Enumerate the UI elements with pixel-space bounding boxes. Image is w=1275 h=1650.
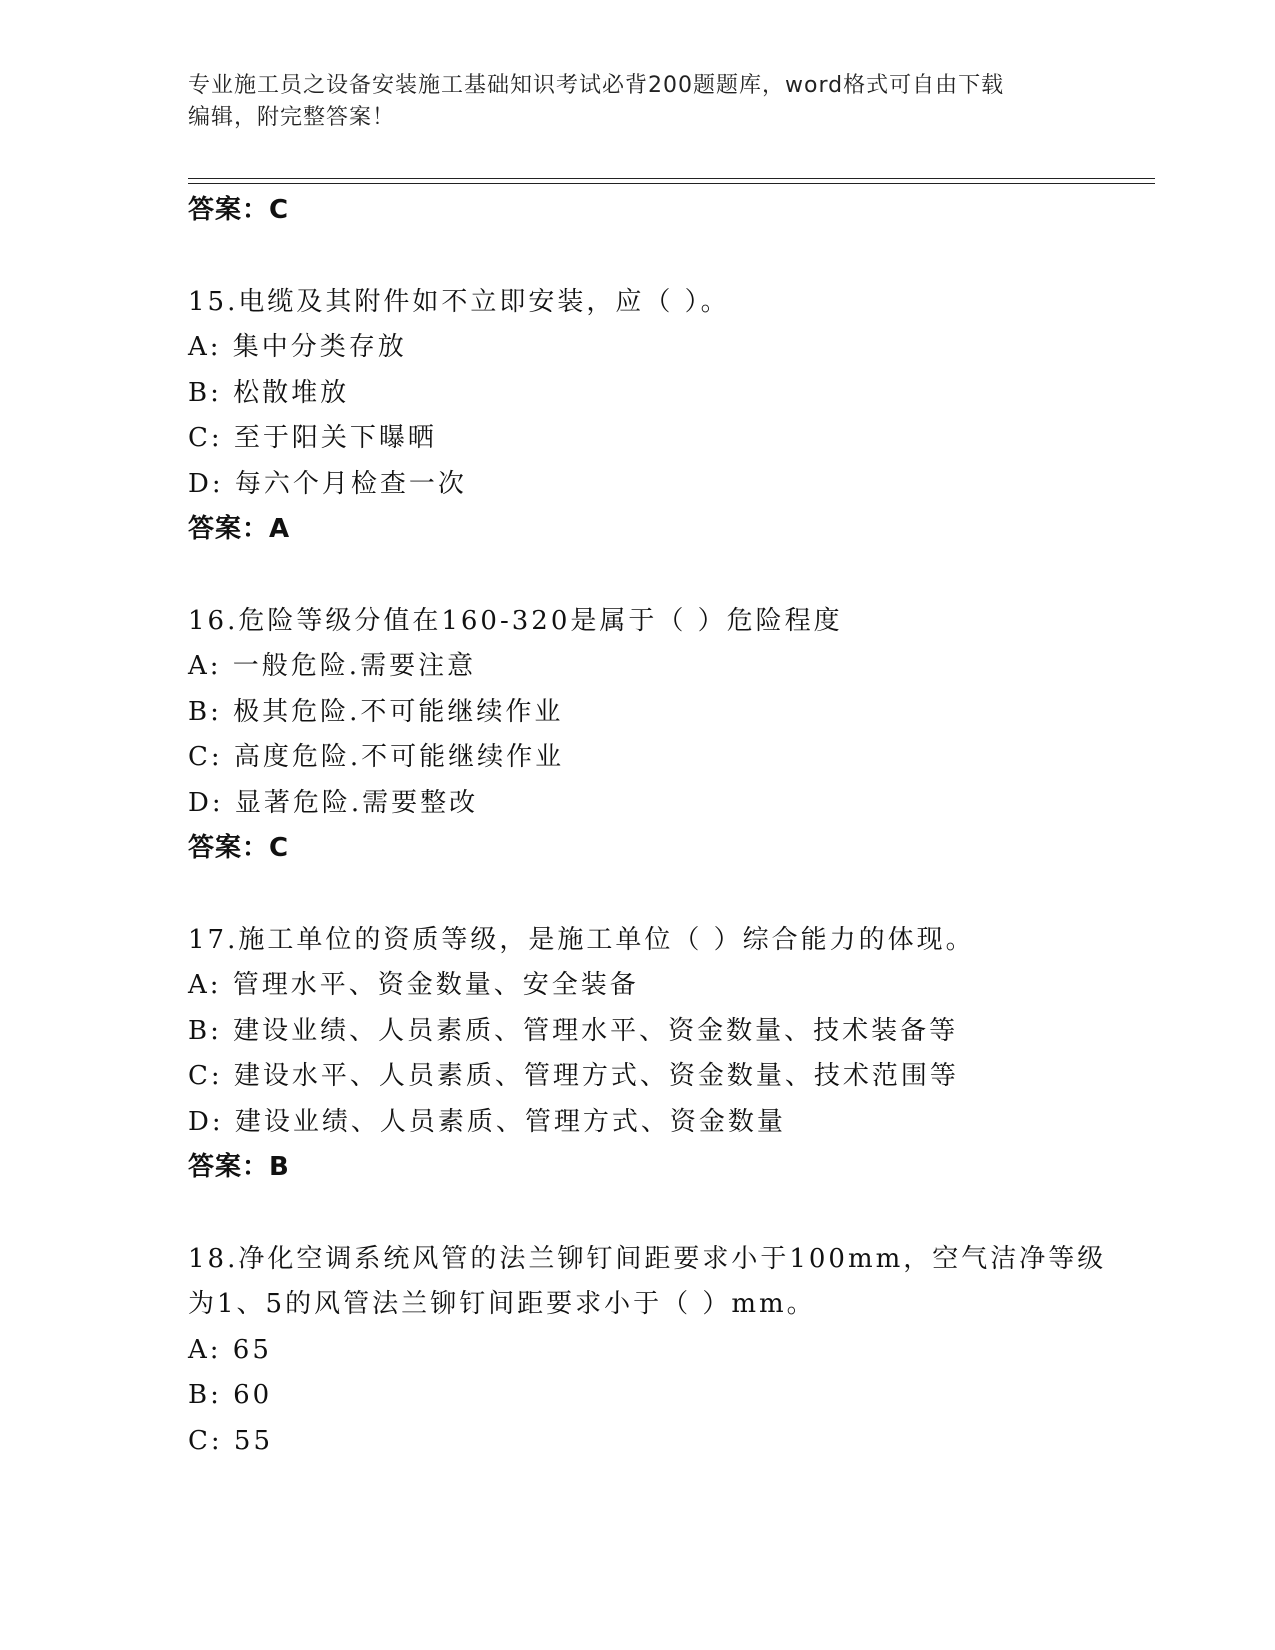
option-a: A: 管理水平、资金数量、安全装备 (188, 970, 639, 1000)
question-15 (188, 280, 1148, 553)
option-a: A: 一般危险.需要注意 (188, 651, 477, 681)
answer: 答案：B (188, 1152, 290, 1182)
question-stem: 16.危险等级分值在160-320是属于（ ）危险程度 (188, 605, 843, 636)
spacer (188, 872, 1148, 918)
spacer (188, 1191, 1148, 1237)
header-title-line-2: 编辑，附完整答案！ (188, 105, 396, 130)
answer: 答案：A (188, 514, 291, 544)
question-17 (188, 918, 1148, 1191)
question-stem: 17.施工单位的资质等级，是施工单位（ ）综合能力的体现。 (188, 924, 975, 955)
option-c: C: 高度危险.不可能继续作业 (188, 742, 565, 772)
answer-previous: 答案：C (188, 195, 290, 225)
option-c: C: 55 (188, 1425, 274, 1456)
option-d: D: 建设业绩、人员素质、管理方式、资金数量 (188, 1106, 786, 1137)
header-divider-top (188, 178, 1155, 179)
header-title-line-1: 专业施工员之设备安装施工基础知识考试必背200题题库，word格式可自由下载 (188, 73, 1005, 98)
option-c: C: 至于阳关下曝晒 (188, 423, 437, 453)
question-18 (188, 1237, 1148, 1465)
option-c: C: 建设水平、人员素质、管理方式、资金数量、技术范围等 (188, 1061, 959, 1091)
answer: 答案：C (188, 833, 290, 863)
question-stem-line-2: 为1、5的风管法兰铆钉间距要求小于（ ）mm。 (188, 1289, 816, 1319)
option-b: B: 60 (188, 1380, 273, 1410)
spacer (188, 553, 1148, 599)
question-list (188, 188, 1148, 1464)
spacer (188, 234, 1148, 280)
option-b: B: 极其危险.不可能继续作业 (188, 696, 564, 727)
question-stem-line-1: 18.净化空调系统风管的法兰铆钉间距要求小于100mm，空气洁净等级 (188, 1243, 1107, 1274)
document-header (188, 70, 1088, 134)
question-16 (188, 599, 1148, 872)
option-d: D: 显著危险.需要整改 (188, 787, 479, 818)
option-d: D: 每六个月检查一次 (188, 468, 467, 499)
option-b: B: 松散堆放 (188, 377, 350, 408)
question-stem: 15.电缆及其附件如不立即安装，应（ ）。 (188, 286, 730, 317)
option-a: A: 65 (188, 1334, 272, 1365)
option-b: B: 建设业绩、人员素质、管理水平、资金数量、技术装备等 (188, 1015, 959, 1046)
option-a: A: 集中分类存放 (188, 332, 407, 362)
header-divider-bottom (188, 183, 1155, 184)
